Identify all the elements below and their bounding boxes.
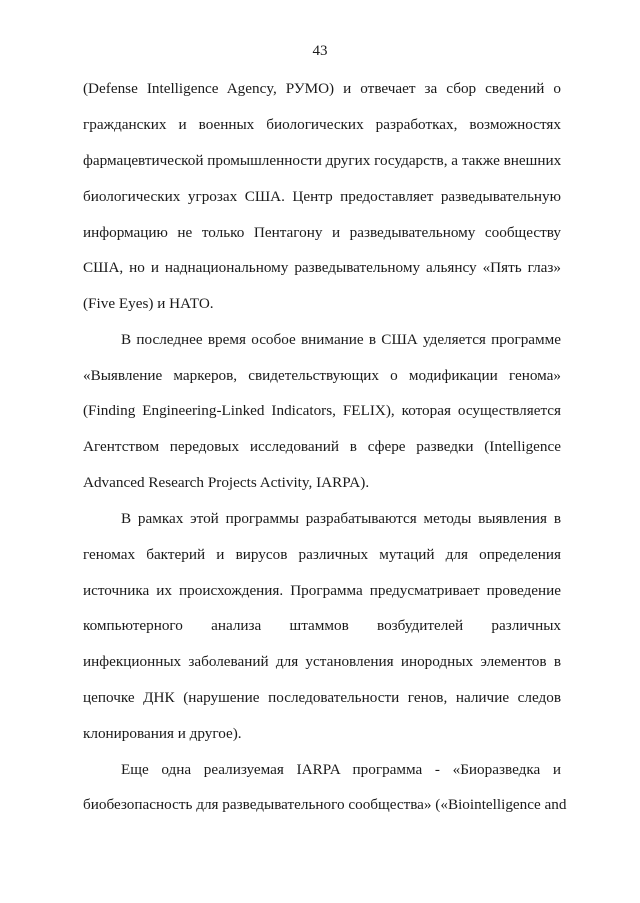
text-line: геномах бактерий и вирусов различных мутаций для определения <box>83 546 561 563</box>
text-line: информацию не только Пентагону и разведывательному сообществу <box>83 224 561 241</box>
text-line: «Выявление маркеров, свидетельствующих о модификации генома» <box>83 367 561 384</box>
text-line: (Defense Intelligence Agency, РУМО) и отвечает за сбор сведений о <box>83 80 561 97</box>
text-line: источника их происхождения. Программа предусматривает проведение <box>83 582 561 599</box>
text-line: цепочке ДНК (нарушение последовательности генов, наличие следов <box>83 689 561 706</box>
text-line: США, но и наднациональному разведывательному альянсу «Пять глаз» <box>83 259 561 276</box>
text-line: клонирования и другое). <box>83 725 242 742</box>
text-line: компьютерного анализа штаммов возбудителей различных <box>83 617 561 634</box>
text-line: (Five Eyes) и НАТО. <box>83 295 214 312</box>
text-line: В последнее время особое внимание в США уделяется программе <box>121 331 561 348</box>
text-line: (Finding Engineering-Linked Indicators, FELIX), которая осуществляется <box>83 402 561 419</box>
text-line: В рамках этой программы разрабатываются методы выявления в <box>121 510 561 527</box>
text-line: Еще одна реализуемая IARPA программа - «Биоразведка и <box>121 761 561 778</box>
text-line: Advanced Research Projects Activity, IARPA). <box>83 474 370 491</box>
text-line: Агентством передовых исследований в сфере разведки (Intelligence <box>83 438 561 455</box>
text-line: гражданских и военных биологических разработках, возможностях <box>83 116 561 133</box>
text-line: инфекционных заболеваний для установления инородных элементов в <box>83 653 561 670</box>
text-line: биологических угрозах США. Центр предоставляет разведывательную <box>83 188 561 205</box>
page-number: 43 <box>312 43 328 59</box>
text-line: биобезопасность для разведывательного сообщества» («Biointelligence and <box>83 796 567 813</box>
text-line: фармацевтической промышленности других государств, а также внешних <box>83 152 562 169</box>
